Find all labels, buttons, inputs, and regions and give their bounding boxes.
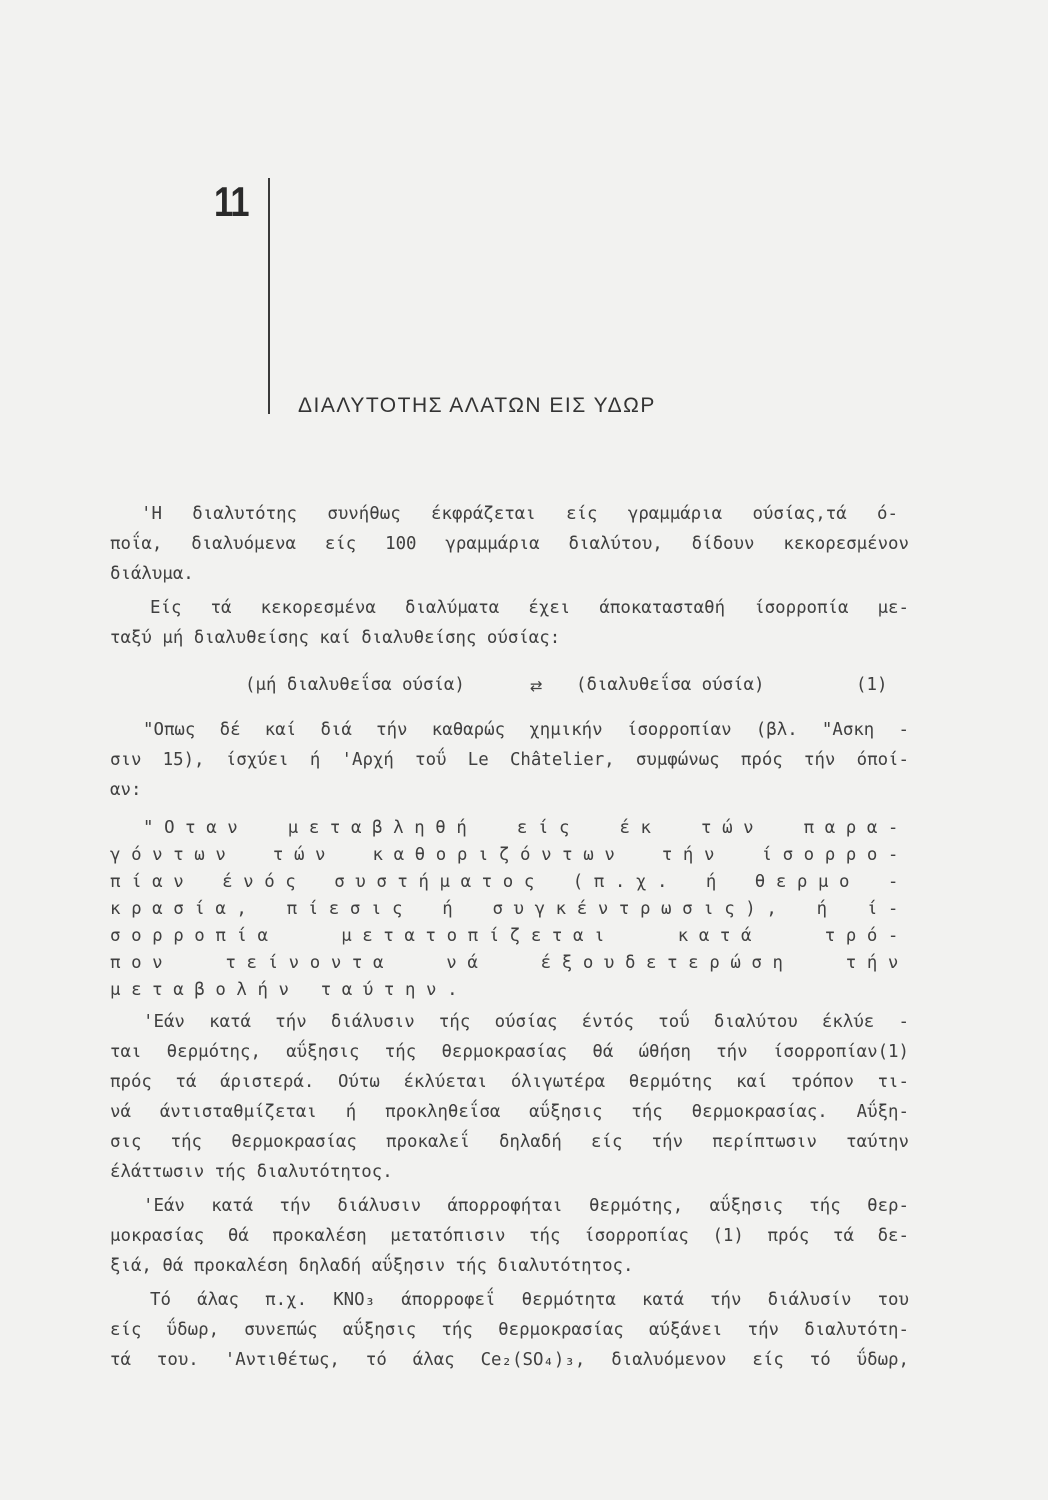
paragraph-line: αν: <box>110 780 142 800</box>
paragraph-line: Τό άλας π.χ. KNO₃ άπορροφεΐ θερμότητα κατά τήν διάλυσίν του <box>150 1290 909 1310</box>
paragraph-line: μοκρασίας θά προκαλέση μετατόπισιν τής ίσορροπίας (1) πρός τά δε- <box>110 1226 909 1246</box>
paragraph-line: 'Εάν κατά τήν διάλυσιν τής ούσίας έντός τοΰ διαλύτου έκλύε - <box>143 1012 909 1032</box>
principle-line: κρασία, πίεσις ή συγκέντρωσις), ή ί- <box>110 899 909 919</box>
chapter-title: ΔΙΑΛΥΤΟΤΗΣ ΑΛΑΤΩΝ ΕΙΣ ΥΔΩΡ <box>298 394 656 417</box>
paragraph-line: 'Η διαλυτότης συνήθως έκφράζεται είς γραμμάρια ούσίας,τά ό- <box>141 504 898 524</box>
chapter-number: 11 <box>214 178 249 225</box>
principle-line: πον τείνοντα νά έξουδετερώση τήν <box>110 953 909 973</box>
paragraph-line: έλάττωσιν τής διαλυτότητος. <box>110 1162 393 1182</box>
equation-number: (1) <box>856 675 888 695</box>
paragraph-line: πρός τά άριστερά. Ούτω έκλύεται όλιγωτέρα θερμότης καί τρόπον τι- <box>110 1072 909 1092</box>
paragraph-line: σιν 15), ίσχύει ή 'Αρχή τοΰ Le Châtelier, συμφώνως πρός τήν όποί- <box>110 750 909 770</box>
equation-right: (διαλυθεΐσα ούσία) <box>576 675 765 695</box>
paragraph-line: Είς τά κεκορεσμένα διαλύματα έχει άποκατασταθή ίσορροπία με- <box>150 598 909 618</box>
paragraph-line: είς ΰδωρ, συνεπώς αΰξησις τής θερμοκρασίας αύξάνει τήν διαλυτότη- <box>110 1320 909 1340</box>
principle-line: σορροπία μετατοπίζεται κατά τρό- <box>110 926 909 946</box>
principle-line: πίαν ένός συστήματος (π.χ. ή θερμο - <box>110 872 909 892</box>
paragraph-line: ταξύ μή διαλυθείσης καί διαλυθείσης ούσίας: <box>110 628 561 648</box>
chapter-divider <box>268 178 270 414</box>
paragraph-line: "Οπως δέ καί διά τήν καθαρώς χημικήν ίσορροπίαν (βλ. "Ασκη - <box>143 720 909 740</box>
principle-line: μεταβολήν ταύτην. <box>110 980 469 1000</box>
equilibrium-arrow-icon: ⇄ <box>530 677 543 695</box>
paragraph-line: τά του. 'Αντιθέτως, τό άλας Ce₂(SO₄)₃, διαλυόμενον είς τό ΰδωρ, <box>110 1350 909 1370</box>
principle-line: γόντων τών καθοριζόντων τήν ίσορρο- <box>110 845 909 865</box>
paragraph-line: νά άντισταθμίζεται ή προκληθεΐσα αΰξησις τής θερμοκρασίας. Αΰξη- <box>110 1102 909 1122</box>
paragraph-line: 'Εάν κατά τήν διάλυσιν άπορροφήται θερμότης, αΰξησις τής θερ- <box>143 1196 909 1216</box>
paragraph-line: ξιά, θά προκαλέση δηλαδή αΰξησιν τής διαλυτότητος. <box>110 1256 634 1276</box>
paragraph-line: διάλυμα. <box>110 564 194 584</box>
equation-left: (μή διαλυθεΐσα ούσία) <box>245 675 465 695</box>
principle-line: "Οταν μεταβληθή είς έκ τών παρα- <box>143 818 909 838</box>
paragraph-line: σις τής θερμοκρασίας προκαλεΐ δηλαδή είς τήν περίπτωσιν ταύτην <box>110 1132 909 1152</box>
paragraph-line: ται θερμότης, αΰξησις τής θερμοκρασίας θά ώθήση τήν ίσορροπίαν(1) <box>110 1042 909 1062</box>
paragraph-line: ποΐα, διαλυόμενα είς 100 γραμμάρια διαλύτου, δίδουν κεκορεσμένον <box>110 534 909 554</box>
